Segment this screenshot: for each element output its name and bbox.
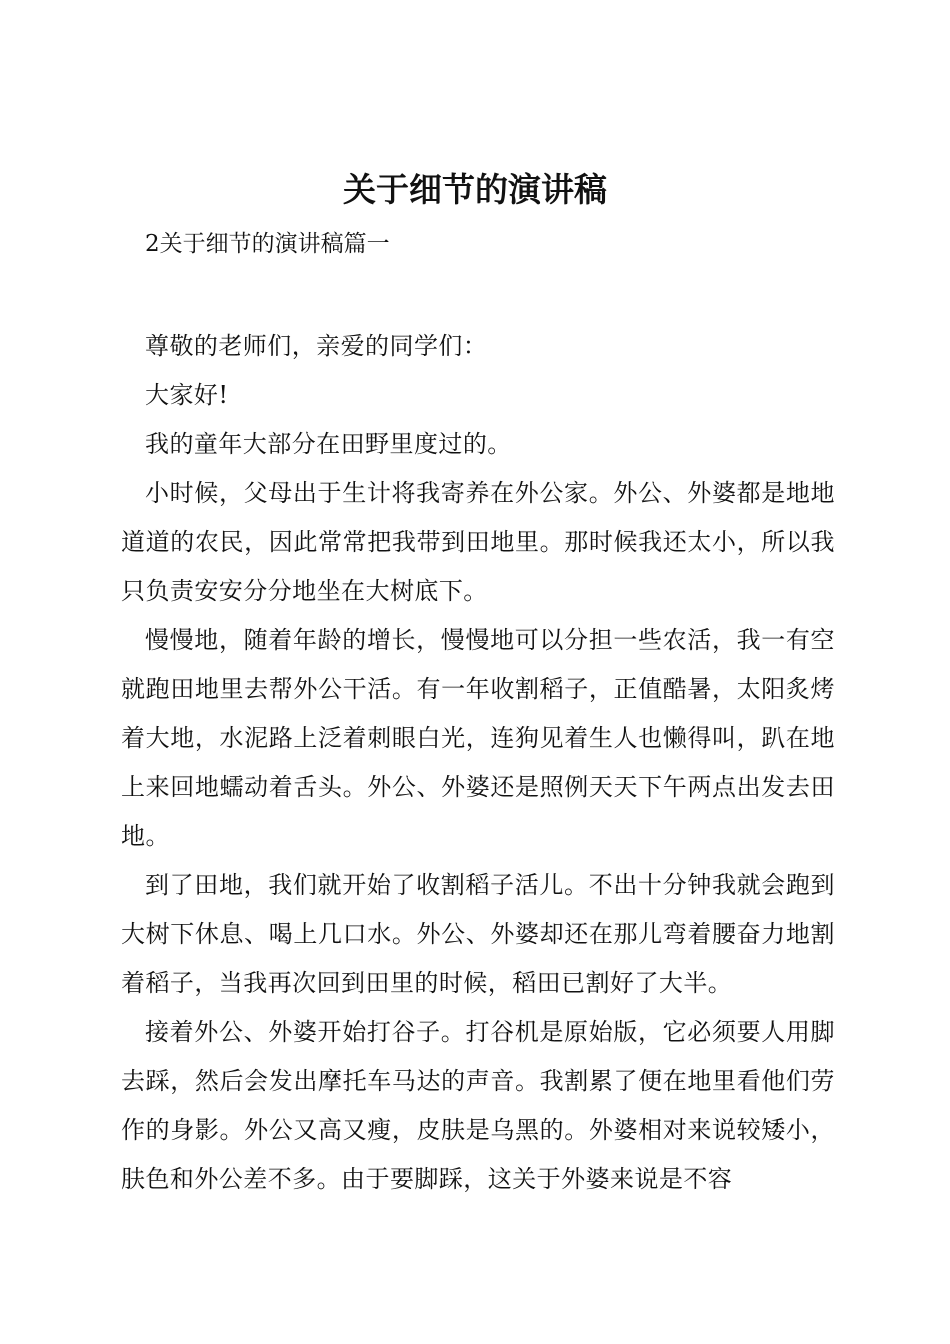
paragraph: 我的童年大部分在田野里度过的。 <box>145 430 512 458</box>
paragraph-greeting: 大家好! <box>145 381 229 409</box>
paragraph-salutation: 尊敬的老师们，亲爱的同学们： <box>145 332 488 360</box>
paragraph: 慢慢地，随着年龄的增长，慢慢地可以分担一些农活，我一有空就跑田地里去帮外公干活。有一年收割稻子，正值酷暑，太阳炙烤着大地，水泥路上泛着刺眼白光，连狗见着生人也懒得叫，趴在地上来回地蠕动着舌头。外公、外婆还是照例天天下午两点出发去田地。 <box>121 626 835 850</box>
paragraph: 小时候，父母出于生计将我寄养在外公家。外公、外婆都是地地道道的农民，因此常常把我带到田地里。那时候我还太小，所以我只负责安安分分地坐在大树底下。 <box>121 479 835 605</box>
document-title: 关于细节的演讲稿 <box>343 170 607 210</box>
paragraph: 到了田地，我们就开始了收割稻子活儿。不出十分钟我就会跑到大树下休息、喝上几口水。外公、外婆却还在那儿弯着腰奋力地割着稻子，当我再次回到田里的时候，稻田已割好了大半。 <box>121 871 835 997</box>
document-body <box>121 322 835 1204</box>
paragraph: 接着外公、外婆开始打谷子。打谷机是原始版，它必须要人用脚去踩，然后会发出摩托车马达的声音。我割累了便在地里看他们劳作的身影。外公又高又瘦，皮肤是乌黑的。外婆相对来说较矮小，肤色和外公差不多。由于要脚踩，这关于外婆来说是不容 <box>121 1018 835 1193</box>
document-subtitle: 2关于细节的演讲稿篇一 <box>145 231 390 257</box>
